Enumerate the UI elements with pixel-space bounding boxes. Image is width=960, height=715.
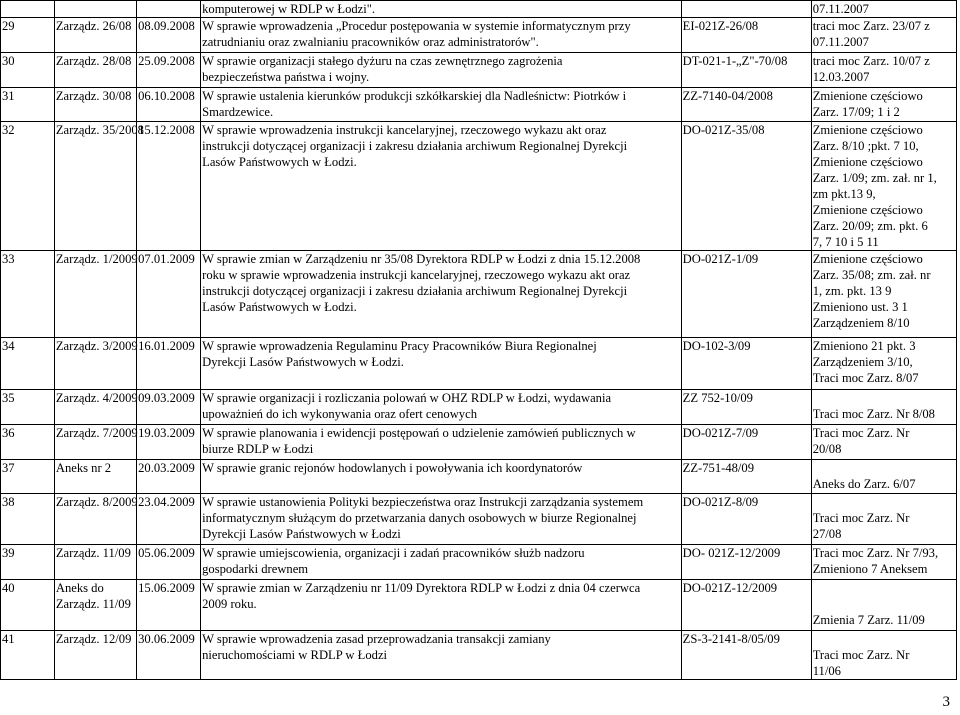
row-title-cell-line: informatycznym służącym do przetwarzania danych osobowych w biurze Regionalnej bbox=[202, 511, 637, 525]
row-title-cell-line: Dyrekcji Lasów Państwowych w Łodzi. bbox=[202, 355, 404, 369]
row-notes-cell-line bbox=[813, 460, 955, 476]
row-lp-cell: 35 bbox=[1, 390, 55, 425]
row-date-cell: 05.06.2009 bbox=[137, 545, 201, 580]
row-notes-cell bbox=[811, 88, 956, 122]
row-notes-cell-line: Zmienione częściowo bbox=[812, 89, 923, 103]
row-notes-cell-line: Traci moc Zarz. Nr bbox=[812, 648, 910, 662]
row-lp-cell: 37 bbox=[1, 460, 55, 494]
row-signature-cell: DO-021Z-12/2009 bbox=[681, 580, 811, 631]
row-notes-cell-line: Zarz. 8/10 ;pkt. 7 10, bbox=[812, 139, 919, 153]
row-number-cell-line: Zarządz. 4/2009 bbox=[55, 391, 138, 405]
row-title-cell-line: W sprawie organizacji stałego dyżuru na czas zewnętrznego zagrożenia bbox=[202, 54, 563, 68]
row-signature-cell: ZS-3-2141-8/05/09 bbox=[681, 631, 811, 680]
page-number: 3 bbox=[942, 694, 950, 710]
row-number-cell-line: Zarządz. 11/09 bbox=[55, 597, 131, 611]
table-row bbox=[1, 251, 957, 338]
row-date-cell: 23.04.2009 bbox=[137, 494, 201, 545]
row-title-cell-line: 2009 roku. bbox=[202, 597, 257, 611]
row-title-cell bbox=[201, 460, 682, 494]
row-date-cell: 19.03.2009 bbox=[137, 425, 201, 460]
row-title-cell-line: W sprawie granic rejonów hodowlanych i powoływania ich koordynatorów bbox=[202, 461, 583, 475]
row-date-cell: 20.03.2009 bbox=[137, 460, 201, 494]
row-notes-cell-line bbox=[813, 390, 955, 406]
row-signature-cell: DO-102-3/09 bbox=[681, 338, 811, 390]
row-notes-cell bbox=[811, 545, 956, 580]
row-title-cell-line: bezpieczeństwa państwa i wojny. bbox=[202, 70, 370, 84]
row-number-cell-line: Zarządz. 35/2008 bbox=[55, 123, 144, 137]
row-number-cell bbox=[54, 338, 136, 390]
row-signature-cell: DO-021Z-7/09 bbox=[681, 425, 811, 460]
row-number-cell bbox=[54, 631, 136, 680]
row-number-cell-line: Zarządz. 7/2009 bbox=[55, 426, 138, 440]
row-notes-cell-line: Zmienione częściowo bbox=[812, 155, 923, 169]
row-notes-cell bbox=[811, 122, 956, 251]
row-title-cell-line: W sprawie zmian w Zarządzeniu nr 35/08 Dyrektora RDLP w Łodzi z dnia 15.12.2008 bbox=[202, 252, 641, 266]
row-lp-cell: 30 bbox=[1, 53, 55, 88]
row-number-cell bbox=[54, 580, 136, 631]
row-lp-cell: 32 bbox=[1, 122, 55, 251]
row-title-cell bbox=[201, 18, 682, 53]
row-notes-cell-line bbox=[813, 494, 955, 510]
row-title-cell-line: Lasów Państwowych w Łodzi. bbox=[202, 300, 357, 314]
row-lp-cell: 41 bbox=[1, 631, 55, 680]
row-signature-cell: DT-021-1-„Z"-70/08 bbox=[681, 53, 811, 88]
row-notes-cell-line: 20/08 bbox=[812, 442, 842, 456]
row-notes-cell-line: Zmienione częściowo bbox=[812, 203, 923, 217]
row-title-cell-line: instrukcji dotyczącej organizacji i zakresu działania archiwum Regionalnej Dyrekcji bbox=[202, 284, 628, 298]
table-row bbox=[1, 338, 957, 390]
row-title-cell-line: biurze RDLP w Łodzi bbox=[202, 442, 314, 456]
row-signature-cell bbox=[681, 1, 811, 18]
row-date-cell: 25.09.2008 bbox=[137, 53, 201, 88]
row-notes-cell bbox=[811, 460, 956, 494]
row-number-cell bbox=[54, 88, 136, 122]
row-notes-cell bbox=[811, 494, 956, 545]
row-title-cell-line: W sprawie wprowadzenia Regulaminu Pracy Pracowników Biura Regionalnej bbox=[202, 339, 597, 353]
row-notes-cell-line: Traci moc Zarz. Nr 7/93, bbox=[812, 546, 939, 560]
row-notes-cell-line: Aneks do Zarz. 6/07 bbox=[812, 477, 916, 491]
row-lp-cell: 31 bbox=[1, 88, 55, 122]
row-title-cell-line: Smardzewice. bbox=[202, 105, 274, 119]
row-number-cell-line: Zarządz. 1/2009 bbox=[55, 252, 138, 266]
row-notes-cell-line: 27/08 bbox=[812, 527, 842, 541]
row-title-cell-line: W sprawie ustanowienia Polityki bezpieczeństwa oraz Instrukcji zarządzania systemem bbox=[202, 495, 644, 509]
row-notes-cell-line: 12.03.2007 bbox=[812, 70, 870, 84]
row-date-cell: 15.06.2009 bbox=[137, 580, 201, 631]
row-lp-cell bbox=[1, 1, 55, 18]
row-title-cell bbox=[201, 122, 682, 251]
row-number-cell-line bbox=[56, 1, 135, 17]
row-notes-cell bbox=[811, 425, 956, 460]
row-number-cell bbox=[54, 390, 136, 425]
table-row bbox=[1, 631, 957, 680]
row-date-cell: 16.01.2009 bbox=[137, 338, 201, 390]
row-date-cell: 08.09.2008 bbox=[137, 18, 201, 53]
row-title-cell bbox=[201, 631, 682, 680]
row-notes-cell-line: Traci moc Zarz. 8/07 bbox=[812, 371, 919, 385]
row-notes-cell-line: Zarządzeniem 8/10 bbox=[812, 316, 910, 330]
row-title-cell-line: W sprawie wprowadzenia „Procedur postępowania w systemie informatycznym przy bbox=[202, 19, 631, 33]
row-notes-cell-line bbox=[813, 631, 955, 647]
row-number-cell bbox=[54, 53, 136, 88]
row-title-cell-line: instrukcji dotyczącej organizacji i zakresu działania archiwum Regionalnej Dyrekcji bbox=[202, 139, 628, 153]
row-number-cell bbox=[54, 18, 136, 53]
row-number-cell bbox=[54, 460, 136, 494]
row-notes-cell-line: zm pkt.13 9, bbox=[812, 187, 876, 201]
row-number-cell-line: Zarządz. 28/08 bbox=[55, 54, 132, 68]
row-number-cell bbox=[54, 545, 136, 580]
row-notes-cell bbox=[811, 338, 956, 390]
row-notes-cell bbox=[811, 1, 956, 18]
row-notes-cell-line: Zarządzeniem 3/10, bbox=[812, 355, 913, 369]
row-notes-cell-line: Zarz. 17/09; 1 i 2 bbox=[812, 105, 900, 119]
row-signature-cell: EI-021Z-26/08 bbox=[681, 18, 811, 53]
row-title-cell-line: roku w sprawie wprowadzenia instrukcji kancelaryjnej, rzeczowego wykazu akt oraz bbox=[202, 268, 631, 282]
row-number-cell-line: Aneks do bbox=[55, 581, 104, 595]
row-date-cell: 30.06.2009 bbox=[137, 631, 201, 680]
row-title-cell-line: W sprawie umiejscowienia, organizacji i zadań pracowników służb nadzoru bbox=[202, 546, 585, 560]
row-notes-cell-line: Zmieniono ust. 3 1 bbox=[812, 300, 908, 314]
row-lp-cell: 40 bbox=[1, 580, 55, 631]
row-number-cell bbox=[54, 1, 136, 18]
row-title-cell-line: Dyrekcji Lasów Państwowych w Łodzi bbox=[202, 527, 401, 541]
row-title-cell-line: gospodarki drewnem bbox=[202, 562, 309, 576]
row-number-cell bbox=[54, 122, 144, 251]
row-notes-cell-line: Traci moc Zarz. Nr 8/08 bbox=[812, 407, 935, 421]
row-title-cell-line: upoważnień do ich wykonywania oraz ofert cenowych bbox=[202, 407, 477, 421]
row-title-cell bbox=[201, 494, 682, 545]
row-title-cell bbox=[201, 53, 682, 88]
row-number-cell-line: Zarządz. 26/08 bbox=[55, 19, 132, 33]
table-row bbox=[1, 545, 957, 580]
row-title-cell bbox=[201, 545, 682, 580]
row-notes-cell-line: Zarz. 20/09; zm. pkt. 6 bbox=[812, 219, 928, 233]
row-notes-cell-line: 07.11.2007 bbox=[812, 35, 869, 49]
table-row bbox=[1, 390, 957, 425]
row-signature-cell: ZZ-7140-04/2008 bbox=[681, 88, 811, 122]
row-number-cell-line: Aneks nr 2 bbox=[55, 461, 112, 475]
row-title-cell bbox=[201, 580, 682, 631]
row-notes-cell-line: Zarz. 35/08; zm. zał. nr bbox=[812, 268, 931, 282]
row-title-cell bbox=[201, 425, 682, 460]
row-notes-cell-line bbox=[813, 580, 955, 596]
row-title-cell bbox=[201, 251, 682, 338]
row-notes-cell bbox=[811, 18, 956, 53]
row-notes-cell-line: Zmieniono 7 Aneksem bbox=[812, 562, 928, 576]
row-notes-cell-line: Zmieniono 21 pkt. 3 bbox=[812, 339, 916, 353]
row-notes-cell-line: Zarz. 1/09; zm. zał. nr 1, bbox=[812, 171, 937, 185]
row-date-cell: 06.10.2008 bbox=[137, 88, 201, 122]
row-signature-cell: ZZ 752-10/09 bbox=[681, 390, 811, 425]
row-signature-cell: DO-021Z-1/09 bbox=[681, 251, 811, 338]
row-signature-cell: DO-021Z-35/08 bbox=[681, 122, 811, 251]
row-lp-cell: 29 bbox=[1, 18, 55, 53]
row-notes-cell-line: 7, 7 10 i 5 11 bbox=[812, 235, 879, 249]
row-title-cell-line: W sprawie zmian w Zarządzeniu nr 11/09 Dyrektora RDLP w Łodzi z dnia 04 czerwca bbox=[202, 581, 641, 595]
row-title-cell-line: W sprawie organizacji i rozliczania polowań w OHZ RDLP w Łodzi, wydawania bbox=[202, 391, 612, 405]
row-notes-cell-line: 07.11.2007 bbox=[812, 2, 869, 16]
table-row bbox=[1, 18, 957, 53]
row-number-cell bbox=[54, 425, 136, 460]
row-title-cell bbox=[201, 88, 682, 122]
row-notes-cell bbox=[811, 251, 956, 338]
row-title-cell-line: nieruchomościami w RDLP w Łodzi bbox=[202, 648, 388, 662]
row-title-cell-line: komputerowej w RDLP w Łodzi". bbox=[202, 2, 376, 16]
row-number-cell bbox=[54, 494, 136, 545]
row-number-cell-line: Zarządz. 3/2009 bbox=[55, 339, 138, 353]
row-signature-cell: ZZ-751-48/09 bbox=[681, 460, 811, 494]
table-row bbox=[1, 425, 957, 460]
row-lp-cell: 33 bbox=[1, 251, 55, 338]
row-notes-cell-line: Traci moc Zarz. Nr bbox=[812, 426, 910, 440]
row-notes-cell bbox=[811, 631, 956, 680]
row-title-cell bbox=[201, 1, 682, 18]
table-row bbox=[1, 460, 957, 494]
row-signature-cell: DO-021Z-8/09 bbox=[681, 494, 811, 545]
table-row bbox=[1, 1, 957, 18]
table-row bbox=[1, 88, 957, 122]
row-lp-cell: 36 bbox=[1, 425, 55, 460]
row-notes-cell-line: 11/06 bbox=[812, 664, 841, 678]
row-number-cell-line: Zarządz. 8/2009 bbox=[55, 495, 138, 509]
row-lp-cell: 39 bbox=[1, 545, 55, 580]
row-title-cell bbox=[201, 390, 682, 425]
row-notes-cell-line: 1, zm. pkt. 13 9 bbox=[812, 284, 892, 298]
row-notes-cell-line bbox=[813, 596, 955, 612]
row-title-cell-line: W sprawie planowania i ewidencji postępowań o udzielenie zamówień publicznych w bbox=[202, 426, 636, 440]
table-row bbox=[1, 122, 957, 251]
row-number-cell-line: Zarządz. 30/08 bbox=[55, 89, 132, 103]
register-table-body bbox=[1, 1, 957, 680]
row-notes-cell-line: Zmienia 7 Zarz. 11/09 bbox=[812, 613, 925, 627]
row-notes-cell-line: traci moc Zarz. 10/07 z bbox=[812, 54, 930, 68]
row-date-cell: 07.01.2009 bbox=[137, 251, 201, 338]
row-date-cell: 09.03.2009 bbox=[137, 390, 201, 425]
table-row bbox=[1, 580, 957, 631]
table-row bbox=[1, 494, 957, 545]
row-signature-cell: DO- 021Z-12/2009 bbox=[681, 545, 811, 580]
row-title-cell-line: W sprawie wprowadzenia zasad przeprowadzania transakcji zamiany bbox=[202, 632, 551, 646]
row-notes-cell-line: Zmienione częściowo bbox=[812, 123, 923, 137]
row-number-cell-line: Zarządz. 11/09 bbox=[55, 546, 131, 560]
row-notes-cell-line: traci moc Zarz. 23/07 z bbox=[812, 19, 930, 33]
row-notes-cell bbox=[811, 53, 956, 88]
row-lp-cell: 38 bbox=[1, 494, 55, 545]
row-date-cell: 15.12.2008 bbox=[137, 122, 201, 251]
row-notes-cell-line: Zmienione częściowo bbox=[812, 252, 923, 266]
row-title-cell-line: zatrudnianiu oraz zwalnianiu pracowników oraz administratorów". bbox=[202, 35, 539, 49]
row-title-cell-line: W sprawie wprowadzenia instrukcji kancelaryjnej, rzeczowego wykazu akt oraz bbox=[202, 123, 607, 137]
row-notes-cell bbox=[811, 390, 956, 425]
row-title-cell bbox=[201, 338, 682, 390]
row-lp-cell: 34 bbox=[1, 338, 55, 390]
row-notes-cell-line: Traci moc Zarz. Nr bbox=[812, 511, 910, 525]
row-number-cell-line: Zarządz. 12/09 bbox=[55, 632, 132, 646]
row-title-cell-line: W sprawie ustalenia kierunków produkcji szkółkarskiej dla Nadleśnictw: Piotrków i bbox=[202, 89, 627, 103]
row-notes-cell bbox=[811, 580, 956, 631]
row-number-cell bbox=[54, 251, 136, 338]
table-row bbox=[1, 53, 957, 88]
row-date-cell bbox=[137, 1, 201, 18]
row-title-cell-line: Lasów Państwowych w Łodzi. bbox=[202, 155, 357, 169]
